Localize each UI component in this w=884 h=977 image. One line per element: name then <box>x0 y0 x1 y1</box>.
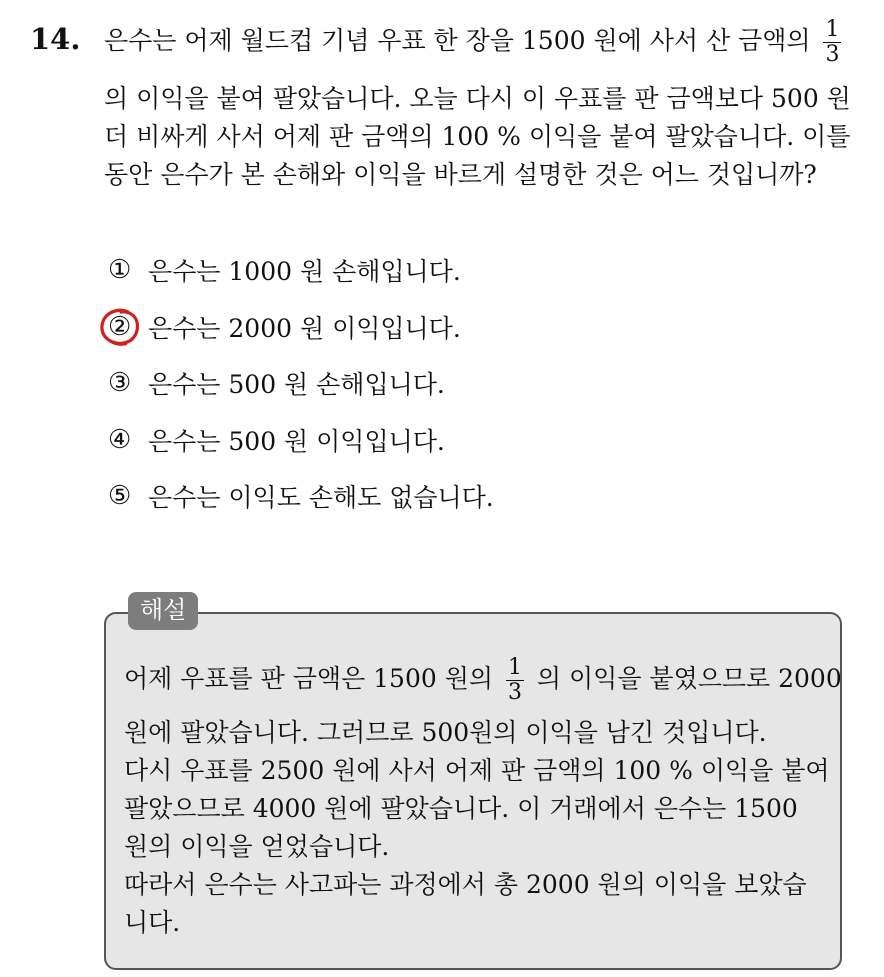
choice-text: 은수는 이익도 손해도 없습니다. <box>148 483 494 513</box>
explanation-line-4: 팔았으므로 4000 원에 팔았습니다. 이 거래에서 은수는 1500 <box>124 794 798 823</box>
explanation-line-7: 니다. <box>124 908 181 937</box>
question-line-3: 더 비싸게 사서 어제 판 금액의 100 % 이익을 붙여 팔았습니다. 이틀 <box>104 122 851 151</box>
question-line-1 <box>104 18 846 67</box>
choice-number: ④ <box>108 424 132 455</box>
selected-circle-icon <box>98 307 142 347</box>
question-line-2: 의 이익을 붙여 팔았습니다. 오늘 다시 이 우표를 판 금액보다 500 원 <box>104 84 851 113</box>
explanation-line-6: 따라서 은수는 사고파는 과정에서 총 2000 원의 이익을 보았습 <box>124 870 807 899</box>
choice-3[interactable] <box>108 355 494 412</box>
explanation-line-2: 원에 팔았습니다. 그러므로 500원의 이익을 남긴 것입니다. <box>124 718 767 747</box>
question-line-4: 동안 은수가 본 손해와 이익을 바르게 설명한 것은 어느 것입니까? <box>104 160 817 189</box>
choice-text: 은수는 500 원 이익입니다. <box>148 426 445 456</box>
explanation-line-1-pre: 어제 우표를 판 금액은 1500 원의 <box>124 664 494 693</box>
fraction-denominator: 3 <box>507 680 522 705</box>
fraction-numerator: 1 <box>825 17 840 42</box>
choice-number: ⑤ <box>108 481 132 512</box>
choice-5[interactable] <box>108 468 494 525</box>
fraction-denominator: 3 <box>825 42 840 67</box>
explanation-tag: 해설 <box>128 592 198 630</box>
explanation-line-1-post: 의 이익을 붙였으므로 2000 <box>536 664 842 693</box>
question-line-1-text: 은수는 어제 월드컵 기념 우표 한 장을 1500 원에 사서 산 금액의 <box>104 26 811 55</box>
choice-1[interactable] <box>108 242 494 299</box>
choice-number: ③ <box>108 368 132 399</box>
fraction <box>505 656 525 705</box>
answer-choices <box>108 242 494 525</box>
explanation-line-3: 다시 우표를 2500 원에 사서 어제 판 금액의 100 % 이익을 붙여 <box>124 756 830 785</box>
choice-text: 은수는 500 원 손해입니다. <box>148 370 445 400</box>
explanation-line-1 <box>124 656 842 705</box>
question-number: 14. <box>30 22 81 56</box>
choice-4[interactable] <box>108 412 494 469</box>
fraction-numerator: 1 <box>507 655 522 680</box>
explanation-line-5: 원의 이익을 얻었습니다. <box>124 832 390 861</box>
fraction <box>822 18 842 67</box>
choice-text: 은수는 2000 원 이익입니다. <box>148 313 461 343</box>
choice-number: ② <box>108 311 132 342</box>
choice-number: ① <box>108 255 132 286</box>
choice-text: 은수는 1000 원 손해입니다. <box>148 257 461 287</box>
choice-2[interactable] <box>108 299 494 356</box>
